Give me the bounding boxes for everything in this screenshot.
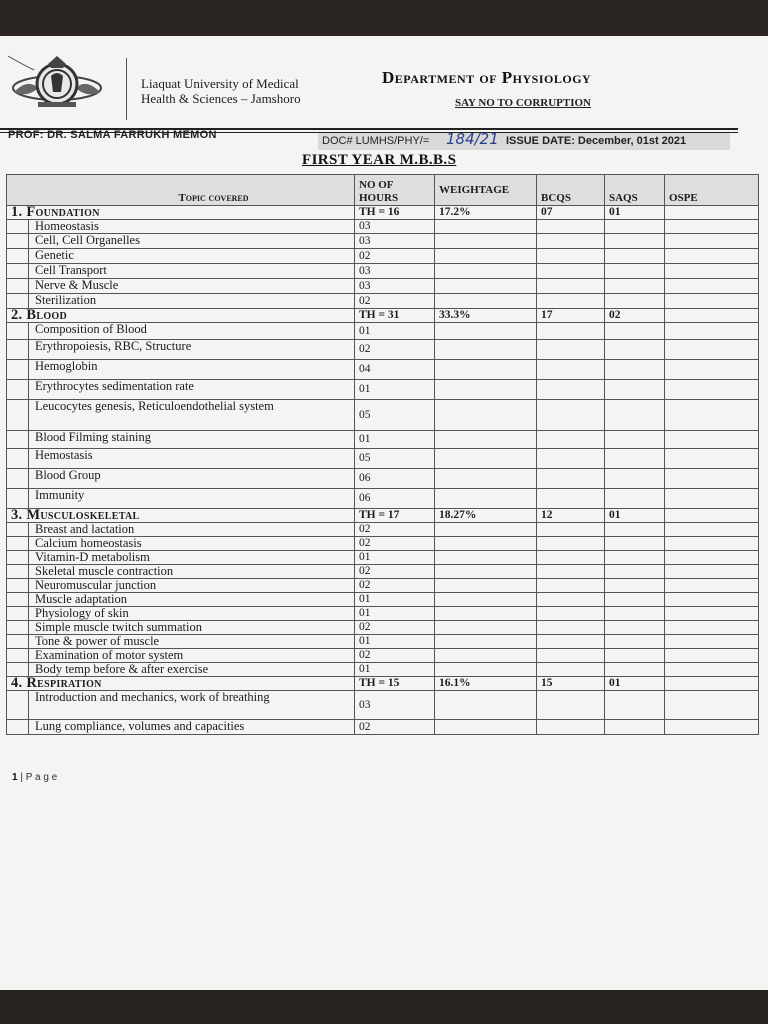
topic-hours: 01: [355, 663, 435, 677]
header-hours: NO OF HOURS: [355, 175, 435, 206]
empty-cell: [537, 294, 605, 309]
indent-cell: [7, 649, 29, 663]
empty-cell: [537, 249, 605, 264]
table-row: [7, 360, 759, 380]
section-hours: TH = 17: [355, 509, 435, 523]
topic-hours: 01: [355, 551, 435, 565]
topic-name: Simple muscle twitch summation: [29, 621, 355, 635]
section-title: 4. Respiration: [7, 677, 355, 691]
empty-cell: [665, 565, 759, 579]
table-row: [7, 537, 759, 551]
table-row: [7, 279, 759, 294]
empty-cell: [665, 400, 759, 431]
university-line-1: Liaquat University of Medical: [141, 76, 299, 91]
topic-hours: 05: [355, 449, 435, 469]
empty-cell: [537, 489, 605, 509]
empty-cell: [665, 635, 759, 649]
section-weightage: 16.1%: [435, 677, 537, 691]
topic-name: Tone & power of muscle: [29, 635, 355, 649]
empty-cell: [605, 593, 665, 607]
indent-cell: [7, 431, 29, 449]
empty-cell: [605, 340, 665, 360]
topic-hours: 01: [355, 323, 435, 340]
empty-cell: [435, 264, 537, 279]
empty-cell: [537, 649, 605, 663]
table-row: [7, 249, 759, 264]
topic-hours: 03: [355, 220, 435, 234]
topic-name: Introduction and mechanics, work of breathing: [29, 691, 355, 720]
empty-cell: [435, 400, 537, 431]
empty-cell: [665, 607, 759, 621]
empty-cell: [665, 294, 759, 309]
empty-cell: [605, 565, 665, 579]
empty-cell: [435, 621, 537, 635]
empty-cell: [537, 691, 605, 720]
empty-cell: [605, 279, 665, 294]
background-top: [0, 0, 768, 38]
empty-cell: [605, 249, 665, 264]
section-ospe: [665, 677, 759, 691]
table-row: [7, 691, 759, 720]
empty-cell: [537, 340, 605, 360]
topic-name: Vitamin-D metabolism: [29, 551, 355, 565]
topic-name: Immunity: [29, 489, 355, 509]
empty-cell: [605, 551, 665, 565]
document-number-handwritten: 184/21: [446, 130, 499, 148]
table-row: [7, 565, 759, 579]
header-weightage: WEIGHTAGE: [435, 175, 537, 206]
topic-hours: 03: [355, 234, 435, 249]
empty-cell: [605, 323, 665, 340]
empty-cell: [605, 621, 665, 635]
section-bcqs: 15: [537, 677, 605, 691]
topic-hours: 01: [355, 635, 435, 649]
empty-cell: [435, 380, 537, 400]
empty-cell: [665, 649, 759, 663]
header-topic: Topic covered: [7, 175, 355, 206]
indent-cell: [7, 220, 29, 234]
topic-hours: 02: [355, 294, 435, 309]
indent-cell: [7, 234, 29, 249]
topic-hours: 02: [355, 621, 435, 635]
empty-cell: [665, 431, 759, 449]
topic-name: Homeostasis: [29, 220, 355, 234]
section-saqs: 01: [605, 677, 665, 691]
topic-name: Calcium homeostasis: [29, 537, 355, 551]
empty-cell: [665, 380, 759, 400]
indent-cell: [7, 340, 29, 360]
empty-cell: [435, 537, 537, 551]
empty-cell: [435, 469, 537, 489]
topic-hours: 02: [355, 523, 435, 537]
indent-cell: [7, 565, 29, 579]
page-footer: [12, 772, 57, 783]
empty-cell: [537, 579, 605, 593]
empty-cell: [537, 720, 605, 735]
table-row: [7, 449, 759, 469]
empty-cell: [537, 449, 605, 469]
topic-hours: 01: [355, 607, 435, 621]
table-header-row: [7, 175, 759, 206]
section-hours: TH = 31: [355, 309, 435, 323]
table-row: [7, 720, 759, 735]
section-ospe: [665, 206, 759, 220]
topic-hours: 01: [355, 431, 435, 449]
indent-cell: [7, 621, 29, 635]
empty-cell: [605, 691, 665, 720]
empty-cell: [537, 565, 605, 579]
empty-cell: [605, 360, 665, 380]
empty-cell: [665, 469, 759, 489]
topic-name: Leucocytes genesis, Reticuloendothelial system: [29, 400, 355, 431]
section-bcqs: 07: [537, 206, 605, 220]
empty-cell: [605, 431, 665, 449]
topic-hours: 03: [355, 691, 435, 720]
table-row: [7, 340, 759, 360]
empty-cell: [665, 579, 759, 593]
topic-name: Lung compliance, volumes and capacities: [29, 720, 355, 735]
indent-cell: [7, 489, 29, 509]
empty-cell: [435, 249, 537, 264]
empty-cell: [605, 380, 665, 400]
topic-hours: 02: [355, 249, 435, 264]
table-row: [7, 551, 759, 565]
section-hours: TH = 15: [355, 677, 435, 691]
empty-cell: [605, 220, 665, 234]
empty-cell: [435, 449, 537, 469]
topic-name: Erythrocytes sedimentation rate: [29, 380, 355, 400]
topic-hours: 03: [355, 264, 435, 279]
indent-cell: [7, 691, 29, 720]
empty-cell: [605, 649, 665, 663]
empty-cell: [435, 234, 537, 249]
indent-cell: [7, 635, 29, 649]
topic-hours: 01: [355, 593, 435, 607]
section-title: 1. Foundation: [7, 206, 355, 220]
table-row: [7, 607, 759, 621]
empty-cell: [665, 663, 759, 677]
empty-cell: [537, 635, 605, 649]
empty-cell: [537, 593, 605, 607]
section-row: [7, 309, 759, 323]
empty-cell: [605, 234, 665, 249]
department-title: Department of Physiology: [382, 68, 592, 87]
table-row: [7, 380, 759, 400]
indent-cell: [7, 380, 29, 400]
section-row: [7, 206, 759, 220]
section-title: 2. Blood: [7, 309, 355, 323]
topic-hours: 02: [355, 579, 435, 593]
empty-cell: [435, 635, 537, 649]
table-row: [7, 635, 759, 649]
empty-cell: [665, 551, 759, 565]
empty-cell: [435, 607, 537, 621]
section-ospe: [665, 309, 759, 323]
empty-cell: [605, 264, 665, 279]
section-weightage: 17.2%: [435, 206, 537, 220]
empty-cell: [605, 720, 665, 735]
empty-cell: [605, 449, 665, 469]
empty-cell: [537, 279, 605, 294]
empty-cell: [537, 400, 605, 431]
table-row: [7, 663, 759, 677]
indent-cell: [7, 663, 29, 677]
indent-cell: [7, 249, 29, 264]
header-divider: [126, 58, 127, 120]
indent-cell: [7, 449, 29, 469]
empty-cell: [435, 340, 537, 360]
empty-cell: [435, 691, 537, 720]
empty-cell: [537, 234, 605, 249]
empty-cell: [665, 691, 759, 720]
topic-hours: 04: [355, 360, 435, 380]
topic-name: Blood Group: [29, 469, 355, 489]
topic-name: Cell, Cell Organelles: [29, 234, 355, 249]
professor-name: PROF: DR. SALMA FARRUKH MEMON: [8, 129, 217, 141]
section-weightage: 18.27%: [435, 509, 537, 523]
header-saqs: SAQS: [605, 175, 665, 206]
topic-hours: 03: [355, 279, 435, 294]
syllabus-table: [6, 174, 759, 735]
empty-cell: [605, 607, 665, 621]
table-row: [7, 264, 759, 279]
topic-name: Genetic: [29, 249, 355, 264]
empty-cell: [605, 663, 665, 677]
empty-cell: [537, 360, 605, 380]
section-saqs: 02: [605, 309, 665, 323]
topic-hours: 02: [355, 340, 435, 360]
empty-cell: [435, 431, 537, 449]
empty-cell: [665, 264, 759, 279]
topic-name: Breast and lactation: [29, 523, 355, 537]
topic-hours: 05: [355, 400, 435, 431]
table-row: [7, 220, 759, 234]
topic-hours: 02: [355, 649, 435, 663]
page-number: 1: [12, 772, 18, 783]
empty-cell: [537, 469, 605, 489]
topic-name: Neuromuscular junction: [29, 579, 355, 593]
empty-cell: [665, 279, 759, 294]
empty-cell: [665, 340, 759, 360]
empty-cell: [435, 323, 537, 340]
indent-cell: [7, 264, 29, 279]
issue-date: ISSUE DATE: December, 01st 2021: [506, 135, 687, 147]
empty-cell: [435, 649, 537, 663]
empty-cell: [435, 565, 537, 579]
empty-cell: [537, 621, 605, 635]
empty-cell: [665, 720, 759, 735]
empty-cell: [605, 294, 665, 309]
section-row: [7, 677, 759, 691]
topic-hours: 06: [355, 489, 435, 509]
empty-cell: [435, 551, 537, 565]
empty-cell: [537, 323, 605, 340]
table-row: [7, 489, 759, 509]
section-title: 3. Musculoskeletal: [7, 509, 355, 523]
table-row: [7, 469, 759, 489]
indent-cell: [7, 593, 29, 607]
topic-hours: 01: [355, 380, 435, 400]
section-saqs: 01: [605, 509, 665, 523]
empty-cell: [435, 579, 537, 593]
indent-cell: [7, 579, 29, 593]
table-row: [7, 323, 759, 340]
indent-cell: [7, 537, 29, 551]
indent-cell: [7, 279, 29, 294]
indent-cell: [7, 294, 29, 309]
topic-hours: 02: [355, 565, 435, 579]
topic-name: Hemoglobin: [29, 360, 355, 380]
topic-name: Sterilization: [29, 294, 355, 309]
section-saqs: 01: [605, 206, 665, 220]
empty-cell: [605, 537, 665, 551]
section-bcqs: 12: [537, 509, 605, 523]
topic-name: Cell Transport: [29, 264, 355, 279]
indent-cell: [7, 551, 29, 565]
empty-cell: [435, 720, 537, 735]
section-row: [7, 509, 759, 523]
empty-cell: [665, 234, 759, 249]
table-row: [7, 523, 759, 537]
header-bcqs: BCQS: [537, 175, 605, 206]
empty-cell: [435, 279, 537, 294]
empty-cell: [435, 360, 537, 380]
empty-cell: [435, 294, 537, 309]
empty-cell: [605, 469, 665, 489]
table-row: [7, 294, 759, 309]
empty-cell: [605, 400, 665, 431]
empty-cell: [665, 621, 759, 635]
topic-name: Body temp before & after exercise: [29, 663, 355, 677]
empty-cell: [665, 323, 759, 340]
empty-cell: [665, 449, 759, 469]
indent-cell: [7, 607, 29, 621]
topic-name: Skeletal muscle contraction: [29, 565, 355, 579]
anti-corruption-slogan: SAY NO TO CORRUPTION: [455, 97, 592, 109]
topic-name: Composition of Blood: [29, 323, 355, 340]
indent-cell: [7, 523, 29, 537]
empty-cell: [665, 360, 759, 380]
table-row: [7, 234, 759, 249]
empty-cell: [665, 523, 759, 537]
empty-cell: [665, 489, 759, 509]
empty-cell: [605, 523, 665, 537]
background-bottom: [0, 990, 768, 1024]
page-label: | P a g e: [20, 772, 58, 783]
empty-cell: [435, 523, 537, 537]
topic-name: Examination of motor system: [29, 649, 355, 663]
empty-cell: [605, 635, 665, 649]
empty-cell: [665, 593, 759, 607]
empty-cell: [435, 489, 537, 509]
topic-name: Erythropoiesis, RBC, Structure: [29, 340, 355, 360]
topic-name: Muscle adaptation: [29, 593, 355, 607]
section-hours: TH = 16: [355, 206, 435, 220]
header-ospe: OSPE: [665, 175, 759, 206]
empty-cell: [435, 593, 537, 607]
table-row: [7, 579, 759, 593]
indent-cell: [7, 400, 29, 431]
empty-cell: [537, 431, 605, 449]
empty-cell: [665, 537, 759, 551]
empty-cell: [537, 537, 605, 551]
year-title: FIRST YEAR M.B.B.S: [302, 152, 457, 168]
empty-cell: [435, 663, 537, 677]
empty-cell: [537, 551, 605, 565]
indent-cell: [7, 323, 29, 340]
topic-hours: 06: [355, 469, 435, 489]
section-bcqs: 17: [537, 309, 605, 323]
topic-name: Blood Filming staining: [29, 431, 355, 449]
topic-name: Physiology of skin: [29, 607, 355, 621]
empty-cell: [537, 380, 605, 400]
section-weightage: 33.3%: [435, 309, 537, 323]
table-row: [7, 431, 759, 449]
empty-cell: [605, 579, 665, 593]
empty-cell: [665, 249, 759, 264]
table-row: [7, 649, 759, 663]
empty-cell: [537, 523, 605, 537]
indent-cell: [7, 469, 29, 489]
topic-name: Nerve & Muscle: [29, 279, 355, 294]
empty-cell: [537, 264, 605, 279]
empty-cell: [665, 220, 759, 234]
indent-cell: [7, 360, 29, 380]
topic-hours: 02: [355, 537, 435, 551]
section-ospe: [665, 509, 759, 523]
empty-cell: [605, 489, 665, 509]
topic-hours: 02: [355, 720, 435, 735]
empty-cell: [537, 607, 605, 621]
document-info-box: [318, 130, 730, 150]
document-number-prefix: DOC# LUMHS/PHY/=: [322, 135, 430, 147]
indent-cell: [7, 720, 29, 735]
table-row: [7, 621, 759, 635]
table-row: [7, 400, 759, 431]
topic-name: Hemostasis: [29, 449, 355, 469]
university-line-2: Health & Sciences – Jamshoro: [141, 91, 301, 106]
university-logo: [8, 26, 106, 122]
empty-cell: [537, 220, 605, 234]
table-row: [7, 593, 759, 607]
empty-cell: [435, 220, 537, 234]
university-name: [141, 76, 301, 106]
empty-cell: [537, 663, 605, 677]
